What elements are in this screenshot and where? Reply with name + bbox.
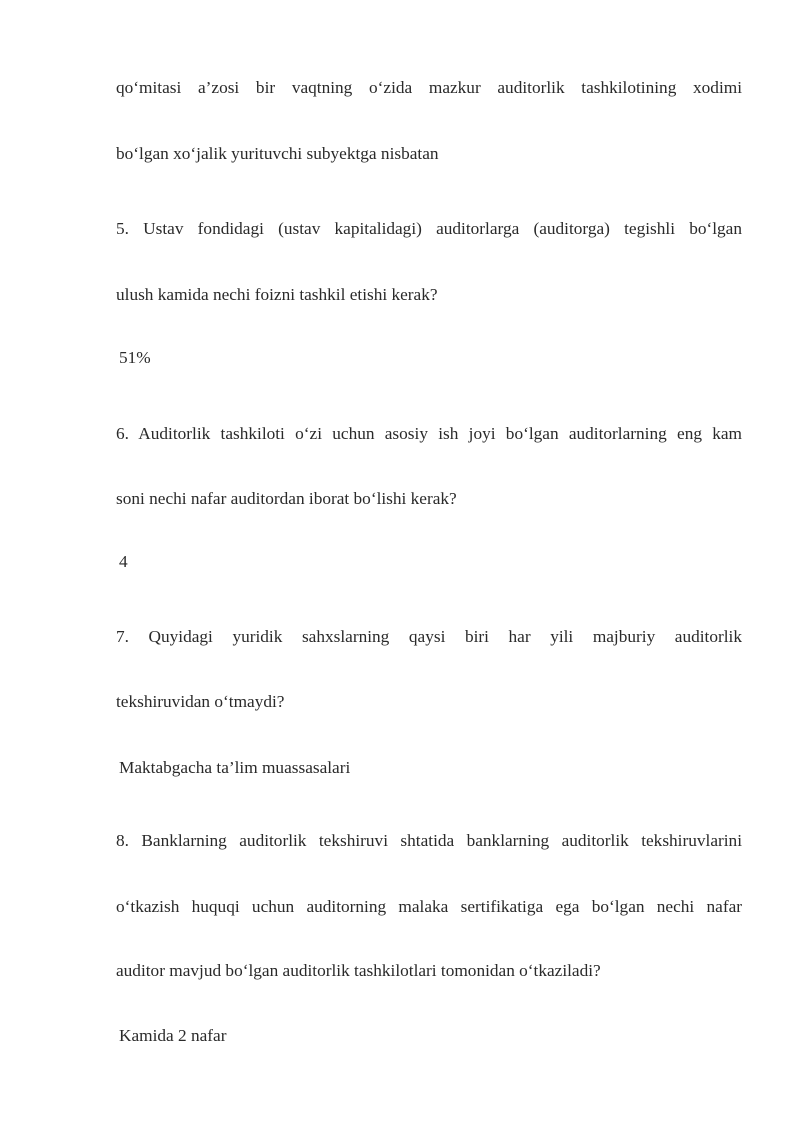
question-7-answer: Maktabgacha ta’lim muassasalari <box>119 758 351 777</box>
document-page <box>116 0 742 1131</box>
question-6-text-line-2: soni nechi nafar auditordan iborat bo‘lishi kerak? <box>116 489 457 508</box>
question-7-text-line-1: 7. Quyidagi yuridik sahxslarning qaysi biri har yili majburiy auditorlik <box>116 627 742 646</box>
question-8-text-line-2: o‘tkazish huquqi uchun auditorning malaka sertifikatiga ega bo‘lgan nechi nafar <box>116 897 742 916</box>
question-6-answer: 4 <box>119 552 128 571</box>
question-6-text-line-1: 6. Auditorlik tashkiloti o‘zi uchun asosiy ish joyi bo‘lgan auditorlarning eng kam <box>116 424 742 443</box>
question-5-answer: 51% <box>119 348 151 367</box>
question-4-text-continued-line-1: qo‘mitasi a’zosi bir vaqtning o‘zida mazkur auditorlik tashkilotining xodimi <box>116 78 742 97</box>
question-8-text-line-3: auditor mavjud bo‘lgan auditorlik tashkilotlari tomonidan o‘tkaziladi? <box>116 961 601 980</box>
question-4-text-continued-line-2: bo‘lgan xo‘jalik yurituvchi subyektga nisbatan <box>116 144 439 163</box>
question-5-text-line-1: 5. Ustav fondidagi (ustav kapitalidagi) auditorlarga (auditorga) tegishli bo‘lgan <box>116 219 742 238</box>
question-7-text-line-2: tekshiruvidan o‘tmaydi? <box>116 692 285 711</box>
question-8-text-line-1: 8. Banklarning auditorlik tekshiruvi shtatida banklarning auditorlik tekshiruvlarini <box>116 831 742 850</box>
question-5-text-line-2: ulush kamida nechi foizni tashkil etishi kerak? <box>116 285 438 304</box>
question-8-answer: Kamida 2 nafar <box>119 1026 227 1045</box>
